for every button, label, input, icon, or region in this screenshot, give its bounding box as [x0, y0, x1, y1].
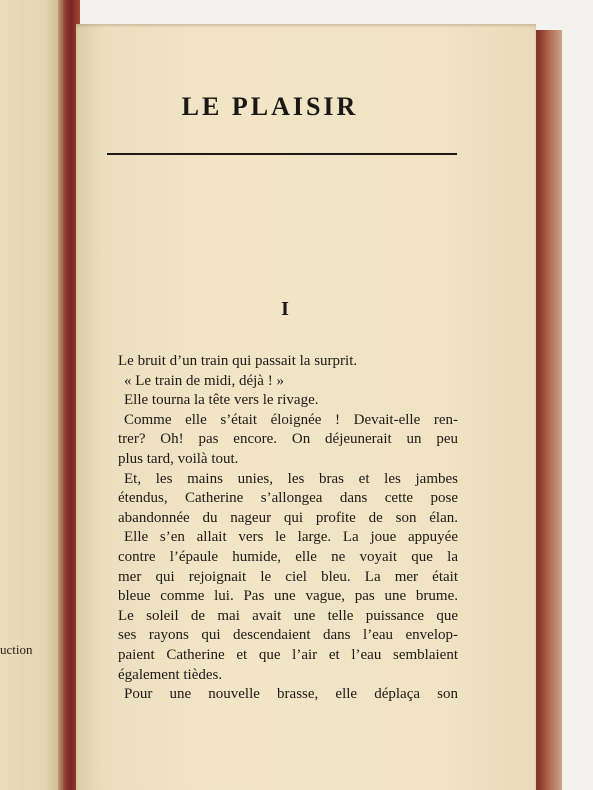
text-line: plus tard, voilà tout. — [118, 450, 239, 467]
text-line: Et, les mains unies, les bras et les jambes — [124, 470, 458, 487]
text-line: également tièdes. — [118, 666, 223, 683]
text-line: bleue comme lui. Pas une vague, pas une brume. — [118, 588, 458, 605]
chapter-title: LE PLAISIR — [181, 92, 359, 121]
chapter-number: I — [281, 298, 289, 320]
text-line: Elle tourna la tête vers le rivage. — [124, 392, 319, 409]
left-page — [0, 0, 64, 790]
text-line: Le bruit d’un train qui passait la surprit. — [118, 353, 358, 369]
text-line: « Le train de midi, déjà ! » — [124, 372, 284, 389]
text-line: paient Catherine et que l’air et l’eau semblaient — [118, 646, 458, 663]
text-line: Le soleil de mai avait une telle puissance que — [118, 607, 458, 624]
text-line: étendus, Catherine s’allongea dans cette pose — [118, 490, 458, 507]
text-line: Comme elle s’était éloignée ! Devait-elle ren- — [124, 411, 458, 428]
text-line: abandonnée du nageur qui profite de son élan. — [118, 509, 458, 526]
text-line: Elle s’en allait vers le large. La joue appuyée — [124, 529, 458, 546]
text-line: ses rayons qui descendaient dans l’eau envelop- — [118, 627, 458, 644]
title-rule — [107, 153, 457, 155]
left-page-text-fragment: uction — [0, 642, 33, 657]
text-line: Pour une nouvelle brasse, elle déplaça son — [124, 686, 458, 703]
body-text — [118, 352, 458, 705]
text-line: contre l’épaule humide, elle ne voyait que la — [118, 548, 458, 565]
text-line: mer qui rejoignait le ciel bleu. La mer était — [118, 568, 458, 585]
text-line: trer? Oh! pas encore. On déjeunerait un peu — [118, 431, 458, 448]
